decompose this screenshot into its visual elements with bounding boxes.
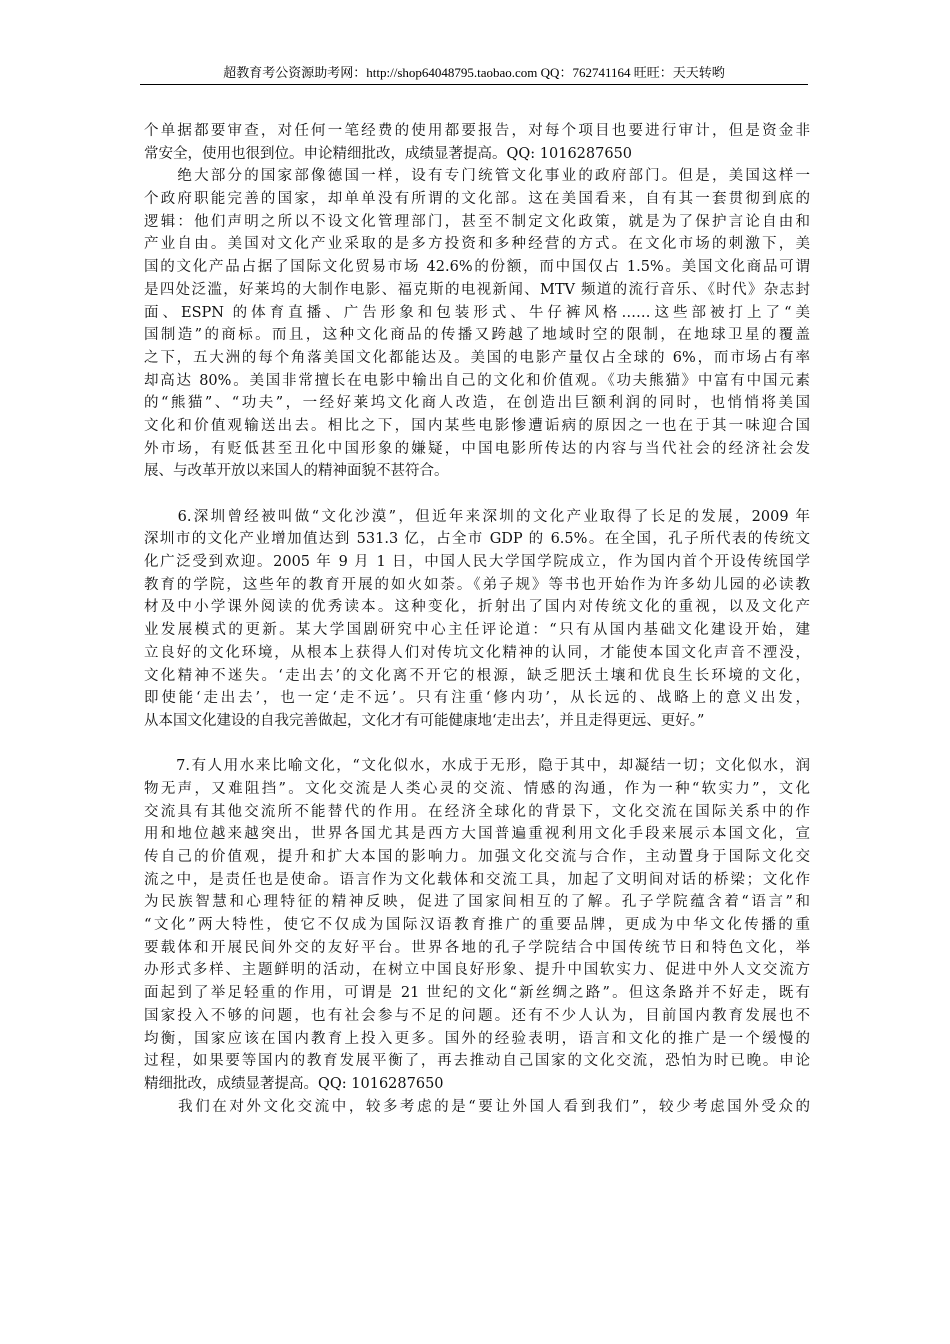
text-line: 面起到了举足轻重的作用，可谓是 21 世纪的文化“新丝绸之路”。但这条路并不好走，既有 [144,985,810,1002]
text-line: 面、ESPN 的体育直播、广告形象和包装形式、牛仔裤风格……这些部被打上了“美 [144,304,810,321]
text-line: 流之中，是责任也是使命。语言作为文化载体和交流工具，加起了文明间对话的桥梁；文化作 [144,871,810,888]
text-line: 即使能‘走出去’，也一定‘走不远’。只有注重‘修内功’，从长远的、战略上的意义出发， [144,690,810,707]
paragraph [144,506,810,733]
text-line: 物无声，又难阻挡”。文化交流是人类心灵的交流、情感的沟通，作为一种“软实力”，文化 [144,780,810,797]
text-line: 产业自由。美国对文化产业采取的是多方投资和多种经营的方式。在文化市场的刺激下，美 [144,236,810,253]
text-line: 7.有人用水来比喻文化，“文化似水，水成于无形，隐于其中，却凝结一切；文化似水，润 [144,758,810,775]
text-line: 的“熊猫”、“功夫”，一经好莱坞文化商人改造，在创造出巨额利润的同时，也悄悄将美国 [144,395,810,412]
text-line: 化广泛受到欢迎。2005 年 9 月 1 日，中国人民大学国学院成立，作为国内首个开设传统国学 [144,554,810,571]
text-line: 个政府职能完善的国家，却单单没有所谓的文化部。这在美国看来，自有其一套贯彻到底的 [144,191,810,208]
text-line: 业发展模式的更新。某大学国剧研究中心主任评论道：“只有从国内基础文化建设开始，建 [144,622,810,639]
text-line: 为民族智慧和心理特征的精神反映，促进了国家间相互的了解。孔子学院蕴含着“语言”和 [144,894,810,911]
text-line: 我们在对外文化交流中，较多考虑的是“要让外国人看到我们”，较少考虑国外受众的 [144,1098,810,1115]
text-line: 绝大部分的国家部像德国一样，设有专门统管文化事业的政府部门。但是，美国这样一 [144,168,810,185]
paragraph-spacer [144,733,810,756]
text-line: 常安全，使用也很到位。申论精细批改，成绩显著提高。QQ: 1016287650 [144,145,633,162]
text-line: 个单据都要审查，对任何一笔经费的使用都要报告，对每个项目也要进行审计，但是资金非 [144,123,810,139]
text-line: 却高达 80%。美国非常擅长在电影中输出自己的文化和价值观。《功夫熊猫》中富有中国元素 [144,372,810,389]
text-line: 传自己的价值观，提升和扩大本国的影响力。加强文化交流与合作，主动置身于国际文化交 [144,849,810,865]
document-body [144,120,810,1118]
paragraph [144,1096,810,1119]
text-line: 是四处泛滥，好莱坞的大制作电影、福克斯的电视新闻、MTV 频道的流行音乐、《时代》杂志封 [144,281,810,298]
paragraph [144,165,810,483]
text-line: 用和地位越来越突出，世界各国尤其是西方大国普遍重视利用文化手段来展示本国文化，宣 [144,826,810,843]
text-line: 交流具有其他交流所不能替代的作用。在经济全球化的背景下，文化交流在国际关系中的作 [144,803,810,820]
text-line: 过程，如果要等国内的教育发展平衡了，再去推动自己国家的文化交流，恐怕为时已晚。申论 [144,1053,810,1070]
text-line: 外市场，有贬低甚至丑化中国形象的嫌疑，中国电影所传达的内容与当代社会的经济社会发 [144,440,810,457]
text-line: 逻辑：他们声明之所以不设文化管理部门，甚至不制定文化政策，就是为了保护言论自由和 [144,213,810,230]
paragraph-spacer [144,483,810,506]
text-line: 从本国文化建设的自我完善做起，文化才有可能健康地‘走出去’，并且走得更远、更好。” [144,712,705,729]
text-line: 国的文化产品占据了国际文化贸易市场 42.6%的份额，而中国仅占 1.5%。美国文化商品可谓 [144,259,810,276]
text-line: 国制造”的商标。而且，这种文化商品的传播又跨越了地域时空的限制，在地球卫星的覆盖 [144,327,810,344]
text-line: 要载体和开展民间外交的友好平台。世界各地的孔子学院结合中国传统节日和特色文化，举 [144,939,810,956]
text-line: 教育的学院，这些年的教育开展的如火如荼。《弟子规》等书也开始作为许多幼儿园的必读教 [144,576,810,593]
text-line: 立良好的文化环境，从根本上获得人们对传坑文化精神的认同，才能使本国文化声音不湮没， [144,644,810,661]
text-line: 6.深圳曾经被叫做“文化沙漠”，但近年来深圳的文化产业取得了长足的发展，2009 年 [144,508,810,525]
text-line: 深圳市的文化产业增加值达到 531.3 亿，占全市 GDP 的 6.5%。在全国，孔子所代表的传统文 [144,531,810,548]
text-line: 之下，五大洲的每个角落美国文化都能达及。美国的电影产量仅占全球的 6%，而市场占有率 [144,349,810,366]
page-header [140,62,808,85]
header-text: 超教育考公资源助考网：http://shop64048795.taobao.com QQ：762741164 旺旺：天天转哟 [223,65,725,80]
text-line: 办形式多样、主题鲜明的活动，在树立中国良好形象、提升中国软实力、促进中外人文交流方 [144,962,810,979]
paragraph [144,755,810,1095]
paragraph [144,120,810,165]
text-line: 文化精神不迷失。‘走出去’的文化离不开它的根源，缺乏肥沃土壤和优良生长环境的文化， [144,667,810,684]
text-line: 展、与改革开放以来国人的精神面貌不甚符合。 [144,463,449,480]
text-line: 材及中小学课外阅读的优秀读本。这种变化，折射出了国内对传统文化的重视，以及文化产 [144,599,810,616]
text-line: 国家投入不够的问题，也有社会参与不足的问题。还有不少人认为，目前国内教育发展也不 [144,1007,810,1024]
text-line: 精细批改，成绩显著提高。QQ: 1016287650 [144,1075,444,1092]
text-line: 文化和价值观输送出去。相比之下，国内某些电影惨遭诟病的原因之一也在于其一味迎合国 [144,417,810,434]
text-line: 均衡，国家应该在国内教育上投入更多。国外的经验表明，语言和文化的推广是一个缓慢的 [144,1030,810,1047]
text-line: “文化”两大特性，使它不仅成为国际汉语教育推广的重要品牌，更成为中华文化传播的重 [144,917,810,934]
